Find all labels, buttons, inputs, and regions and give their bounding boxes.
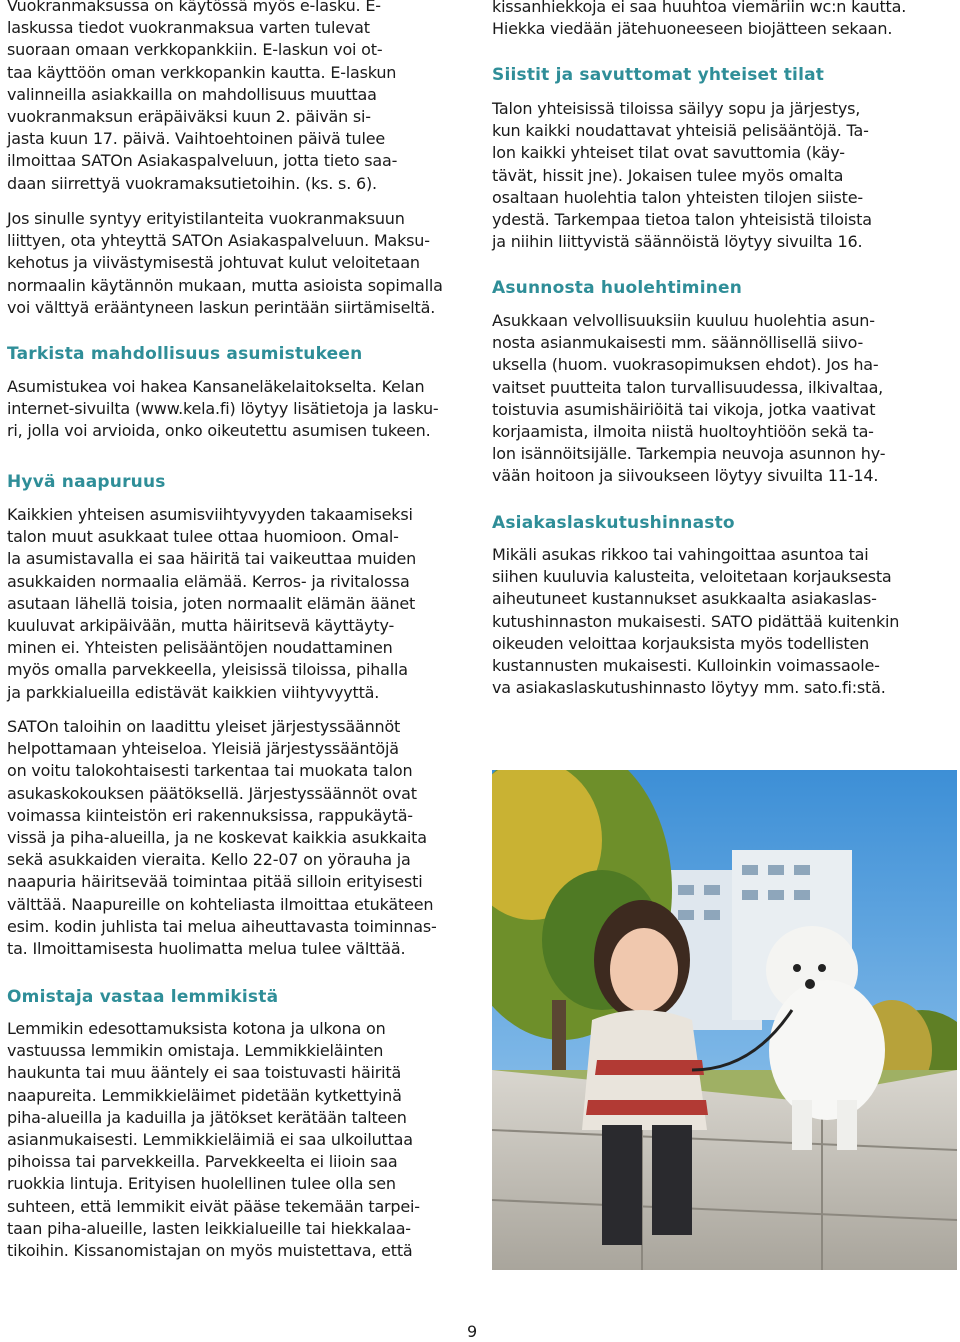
text-line: asianmukaisesti. Lemmikkieläimiä ei saa ulkoiluttaa [7,1130,413,1150]
text-line: lon isännöitsijälle. Tarkempia neuvoja asunnon hy- [492,444,886,464]
text-line: taan piha-alueille, lasten leikkialueille tai hiekkalaa- [7,1218,411,1238]
text-line: piha-alueilla ja kaduilla ja jätökset kerätään talteen [7,1107,407,1127]
text-line: minen ei. Yhteisten pelisääntöjen noudattaminen [7,638,393,658]
heading-housing-allowance: Tarkista mahdollisuus asumistukeen [7,344,363,364]
text-line: uksella (huom. vuokrasopimuksen ehdot). Jos ha- [492,355,879,375]
text-line: vissä ja piha-alueilla, ja ne koskevat kaikkia asukkaita [7,828,427,848]
text-line: myös omalla parvekkeella, yleisissä tiloissa, pihalla [7,660,408,680]
text-line: kuuluvat arkipäivään, mutta häiritsevä käyttäyty- [7,616,395,636]
text-line: ja parkkialueilla edistävät kaikkien viihtyvyyttä. [7,682,380,702]
text-line: kutushinnaston mukaisesti. SATO pidättää kuitenkin [492,611,900,631]
text-line: vään hoitoon ja siivoukseen löytyy sivuilta 11-14. [492,466,879,486]
text-line: ri, jolla voi arvioida, onko oikeutettu asumisen tukeen. [7,421,431,441]
text-line: oikeuden veloittaa korjauksista myös todellisten [492,633,870,653]
text-line: naapuria häiritsevää toimintaa pitää silloin erityisesti [7,872,423,892]
paragraph-customer-pricing [492,544,937,699]
heading-good-neighbourhood: Hyvä naapuruus [7,472,166,492]
text-line: vaitset puutteita talon turvallisuudessa, ilkivaltaa, [492,377,884,397]
paragraph-housing-allowance [7,376,469,443]
text-line: pihoissa tai parvekkeilla. Parvekkeelta ei liioin saa [7,1152,398,1172]
text-line: ruokkia lintuja. Erityisen huolellinen tulee olla sen [7,1174,396,1194]
text-line: ydestä. Tarkempaa tietoa talon yhteisistä tiloista [492,210,872,230]
text-line: suhteen, että lemmikit eivät pääse tekemään tarpei- [7,1196,420,1216]
paragraph-neighbourhood [7,504,469,704]
heading-shared-spaces: Siistit ja savuttomat yhteiset tilat [492,65,825,85]
text-line: nosta asianmukaisesti mm. säännöllisellä siivo- [492,333,864,353]
text-line: la asumistavalla ei saa häiritä tai vaikeuttaa muiden [7,549,417,569]
text-line: vuokranmaksun eräpäiväksi kuun 2. päivän si- [7,107,371,127]
text-line: lon kaikki yhteiset tilat ovat savuttomia (käy- [492,143,845,163]
text-line: kustannusten mukaisesti. Kulloinkin voimassaole- [492,656,880,676]
text-line: esim. kodin juhlista tai melua aiheuttavasta toiminnas- [7,916,437,936]
paragraph-special-situations [7,208,469,319]
text-line: osaltaan huolehtia talon yhteisten tilojen siiste- [492,187,863,207]
text-line: tikoihin. Kissanomistajan on myös muistettava, että [7,1241,413,1261]
paragraph-e-invoice [7,0,469,195]
girl-with-dog-photo [492,770,957,1270]
heading-customer-pricing: Asiakaslaskutushinnasto [492,513,735,533]
text-line: toistuvia asumishäiriöitä tai vikoja, jotka vaativat [492,399,876,419]
text-line: aiheutuneet kustannukset asukkaalta asiakaslas- [492,589,877,609]
page-number: 9 [467,1322,478,1341]
text-line: suoraan omaan verkkopankkiin. E-laskun voi ot- [7,40,383,60]
text-line: kehotus ja viivästymisestä johtuvat kulut veloitetaan [7,253,420,273]
text-line: daan siirrettyä vuokramaksutietoihin. (ks. s. 6). [7,173,377,193]
text-line: välttää. Naapureille on kohteliasta ilmoittaa etukäteen [7,894,434,914]
text-line: jasta kuun 17. päivä. Vaihtoehtoinen päivä tulee [7,129,385,149]
text-line: Asukkaan velvollisuuksiin kuuluu huolehtia asun- [492,311,875,330]
text-line: liittyen, ota yhteyttä SATOn Asiakaspalveluun. Maksu- [7,231,430,251]
text-line: haukunta tai muu ääntely ei saa toistuvasti häiritä [7,1063,402,1083]
text-line: normaalin käytännön mukaan, mutta asioista sopimalla [7,275,443,295]
text-line: asukkaiden normaalia elämää. Kerros- ja rivitalossa [7,571,410,591]
text-line: Vuokranmaksussa on käytössä myös e-lasku. E- [7,0,381,15]
text-line: tävät, hissit jne). Jokaisen tulee myös omalta [492,165,844,185]
text-line: Asumistukea voi hakea Kansaneläkelaitokselta. Kelan [7,377,425,396]
text-line: Hiekka viedään jätehuoneeseen biojätteen sekaan. [492,19,893,39]
text-line: talon muut asukkaat tulee ottaa huomioon. Omal- [7,527,399,547]
text-line: voi välttyä erääntyneen laskun perintään siirtämiseltä. [7,297,436,317]
text-line: valinneilla asiakkailla on mahdollisuus muuttaa [7,84,377,104]
text-line: helpottamaan yhteiseloa. Yleisiä järjestyssääntöjä [7,739,399,759]
text-line: ilmoittaa SATOn Asiakaspalveluun, jotta tieto saa- [7,151,398,171]
text-line: vastuussa lemmikin omistaja. Lemmikkieläinten [7,1041,384,1061]
text-line: asutaan lähellä toisia, joten normaalit elämän äänet [7,593,416,613]
paragraph-house-rules [7,716,469,960]
text-line: Talon yhteisissä tiloissa säilyy sopu ja järjestys, [492,99,861,118]
text-line: va asiakaslaskutushinnasto löytyy mm. sato.fi:stä. [492,678,886,698]
text-line: ta. Ilmoittamisesta huolimatta melua tulee välttää. [7,939,406,959]
text-line: kun kaikki noudattavat yhteisiä pelisääntöjä. Ta- [492,121,869,141]
text-line: Jos sinulle syntyy erityistilanteita vuokranmaksuun [7,209,405,228]
heading-pet-owner: Omistaja vastaa lemmikistä [7,987,279,1007]
paragraph-apartment-care [492,310,937,488]
text-line: ja niihin liittyvistä säännöistä löytyy sivuilta 16. [492,232,863,252]
heading-apartment-care: Asunnosta huolehtiminen [492,278,743,298]
text-line: sekä asukkaiden vieraita. Kello 22-07 on yörauha ja [7,850,411,870]
text-line: SATOn taloihin on laadittu yleiset järjestyssäännöt [7,717,401,736]
paragraph-shared-spaces [492,98,937,253]
paragraph-cat-litter [492,0,937,40]
paragraph-pets [7,1018,469,1262]
text-line: Lemmikin edesottamuksista kotona ja ulkona on [7,1019,386,1038]
text-line: voimassa kiinteistön eri rakennuksissa, rappukäytä- [7,805,413,825]
text-line: internet-sivuilta (www.kela.fi) löytyy lisätietoja ja lasku- [7,399,439,419]
photo-illustration [492,770,957,1270]
text-line: Mikäli asukas rikkoo tai vahingoittaa asuntoa tai [492,545,869,564]
text-line: on voitu talokohtaisesti tarkentaa tai muokata talon [7,761,413,781]
text-line: taa käyttöön oman verkkopankin kautta. E-laskun [7,62,397,82]
text-line: laskussa tiedot vuokranmaksua varten tulevat [7,18,370,38]
text-line: kissanhiekkoja ei saa huuhtoa viemäriin wc:n kautta. [492,0,907,16]
text-line: asukaskokouksen päätöksellä. Järjestyssäännöt ovat [7,783,417,803]
text-line: naapureita. Lemmikkieläimet pidetään kytkettyinä [7,1085,402,1105]
text-line: siihen kuuluvia kalusteita, veloitetaan korjauksesta [492,567,892,587]
text-line: Kaikkien yhteisen asumisviihtyvyyden takaamiseksi [7,505,413,524]
text-line: korjaamista, ilmoita niistä huoltoyhtiöön sekä ta- [492,422,874,442]
